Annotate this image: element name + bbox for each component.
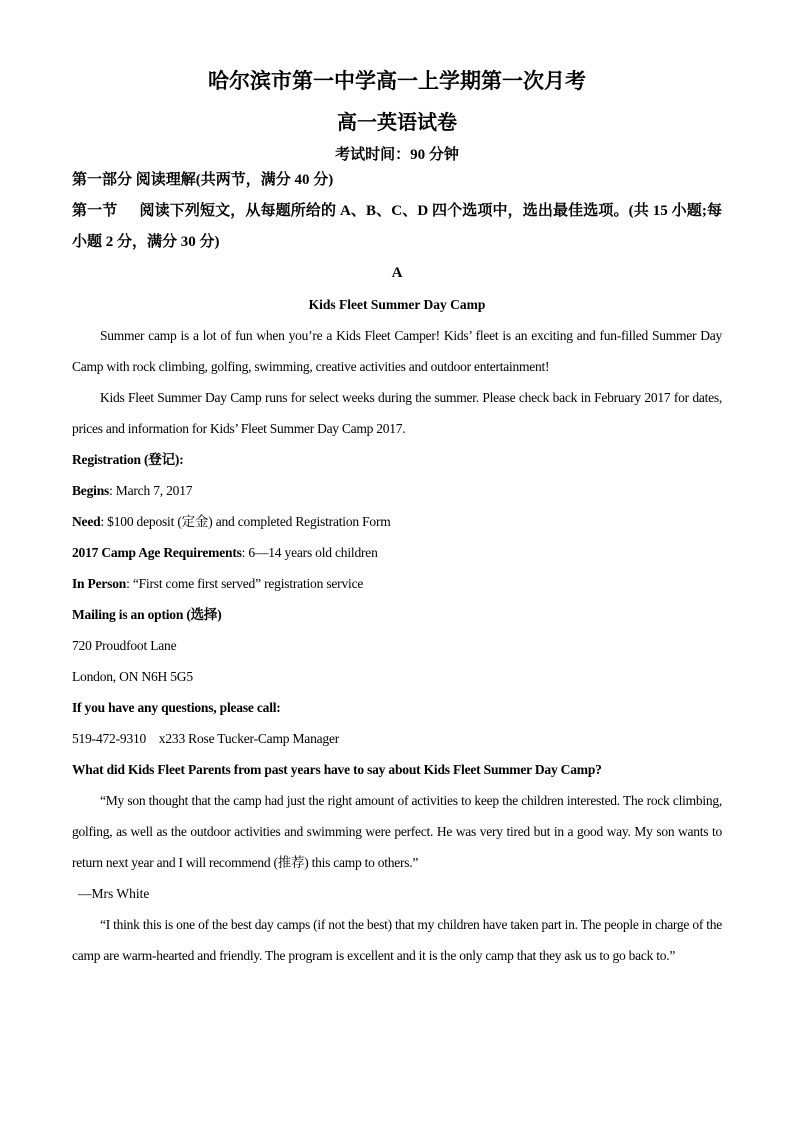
begins-value: : March 7, 2017 xyxy=(109,483,193,498)
exam-time: 考试时间：90 分钟 xyxy=(335,147,459,163)
paragraph-1: Summer camp is a lot of fun when you’re a Kids Fleet Camper! Kids’ fleet is an exciting and fun-filled Summer Day Camp with rock climbing, golfing, swimming, creative activities and outdoor entertainment! xyxy=(72,328,722,374)
inperson-value: : “First come first served” registration service xyxy=(126,576,364,591)
quote-1: “My son thought that the camp had just the right amount of activities to keep the children interested. The rock climbing, golfing, as well as the outdoor activities and swimming were perfect. He was very tired but in a good way. My son wants to return next year and I will recommend (推荐) this camp to others.” xyxy=(72,793,722,870)
passage-letter: A xyxy=(391,265,403,281)
quote-2: “I think this is one of the best day camps (if not the best) that my children have taken part in. The people in charge of the camp are warm-hearted and friendly. The program is excellent and it is the only camp that they ask us to go back to.” xyxy=(72,917,722,963)
section-label: 第一节 xyxy=(72,203,118,219)
parents-heading: What did Kids Fleet Parents from past years have to say about Kids Fleet Summer Day Camp? xyxy=(72,762,602,777)
need-label: Need xyxy=(72,514,101,529)
address-line-1: 720 Proudfoot Lane xyxy=(72,638,177,653)
registration-heading: Registration (登记): xyxy=(72,452,184,467)
age-line xyxy=(72,537,722,568)
paragraph-2: Kids Fleet Summer Day Camp runs for select weeks during the summer. Please check back in February 2017 for dates, prices and information for Kids’ Fleet Summer Day Camp 2017. xyxy=(72,390,722,436)
inperson-label: In Person xyxy=(72,576,127,591)
phone-line: 519-472-9310 x233 Rose Tucker-Camp Manager xyxy=(72,731,340,746)
exam-page xyxy=(72,66,722,971)
exam-title: 哈尔滨市第一中学高一上学期第一次月考 xyxy=(208,69,586,93)
questions-heading: If you have any questions, please call: xyxy=(72,700,281,715)
age-label: 2017 Camp Age Requirements xyxy=(72,545,242,560)
need-line xyxy=(72,506,722,537)
section-instruction xyxy=(72,196,722,258)
need-value: : $100 deposit (定金) and completed Registration Form xyxy=(100,514,391,529)
age-value: : 6—14 years old children xyxy=(241,545,378,560)
address-line-2: London, ON N6H 5G5 xyxy=(72,669,193,684)
begins-line xyxy=(72,475,722,506)
part-heading: 第一部分 阅读理解(共两节，满分 40 分) xyxy=(72,172,334,188)
mailing-heading: Mailing is an option (选择) xyxy=(72,607,222,622)
quote-1-author: —Mrs White xyxy=(78,886,150,901)
exam-subtitle: 高一英语试卷 xyxy=(337,112,457,134)
begins-label: Begins xyxy=(72,483,110,498)
passage-title: Kids Fleet Summer Day Camp xyxy=(308,297,486,312)
instruction-text: 阅读下列短文，从每题所给的 A、B、C、D 四个选项中，选出最佳选项。(共 15 小题;每小题 2 分，满分 30 分) xyxy=(72,203,722,250)
inperson-line xyxy=(72,568,722,599)
